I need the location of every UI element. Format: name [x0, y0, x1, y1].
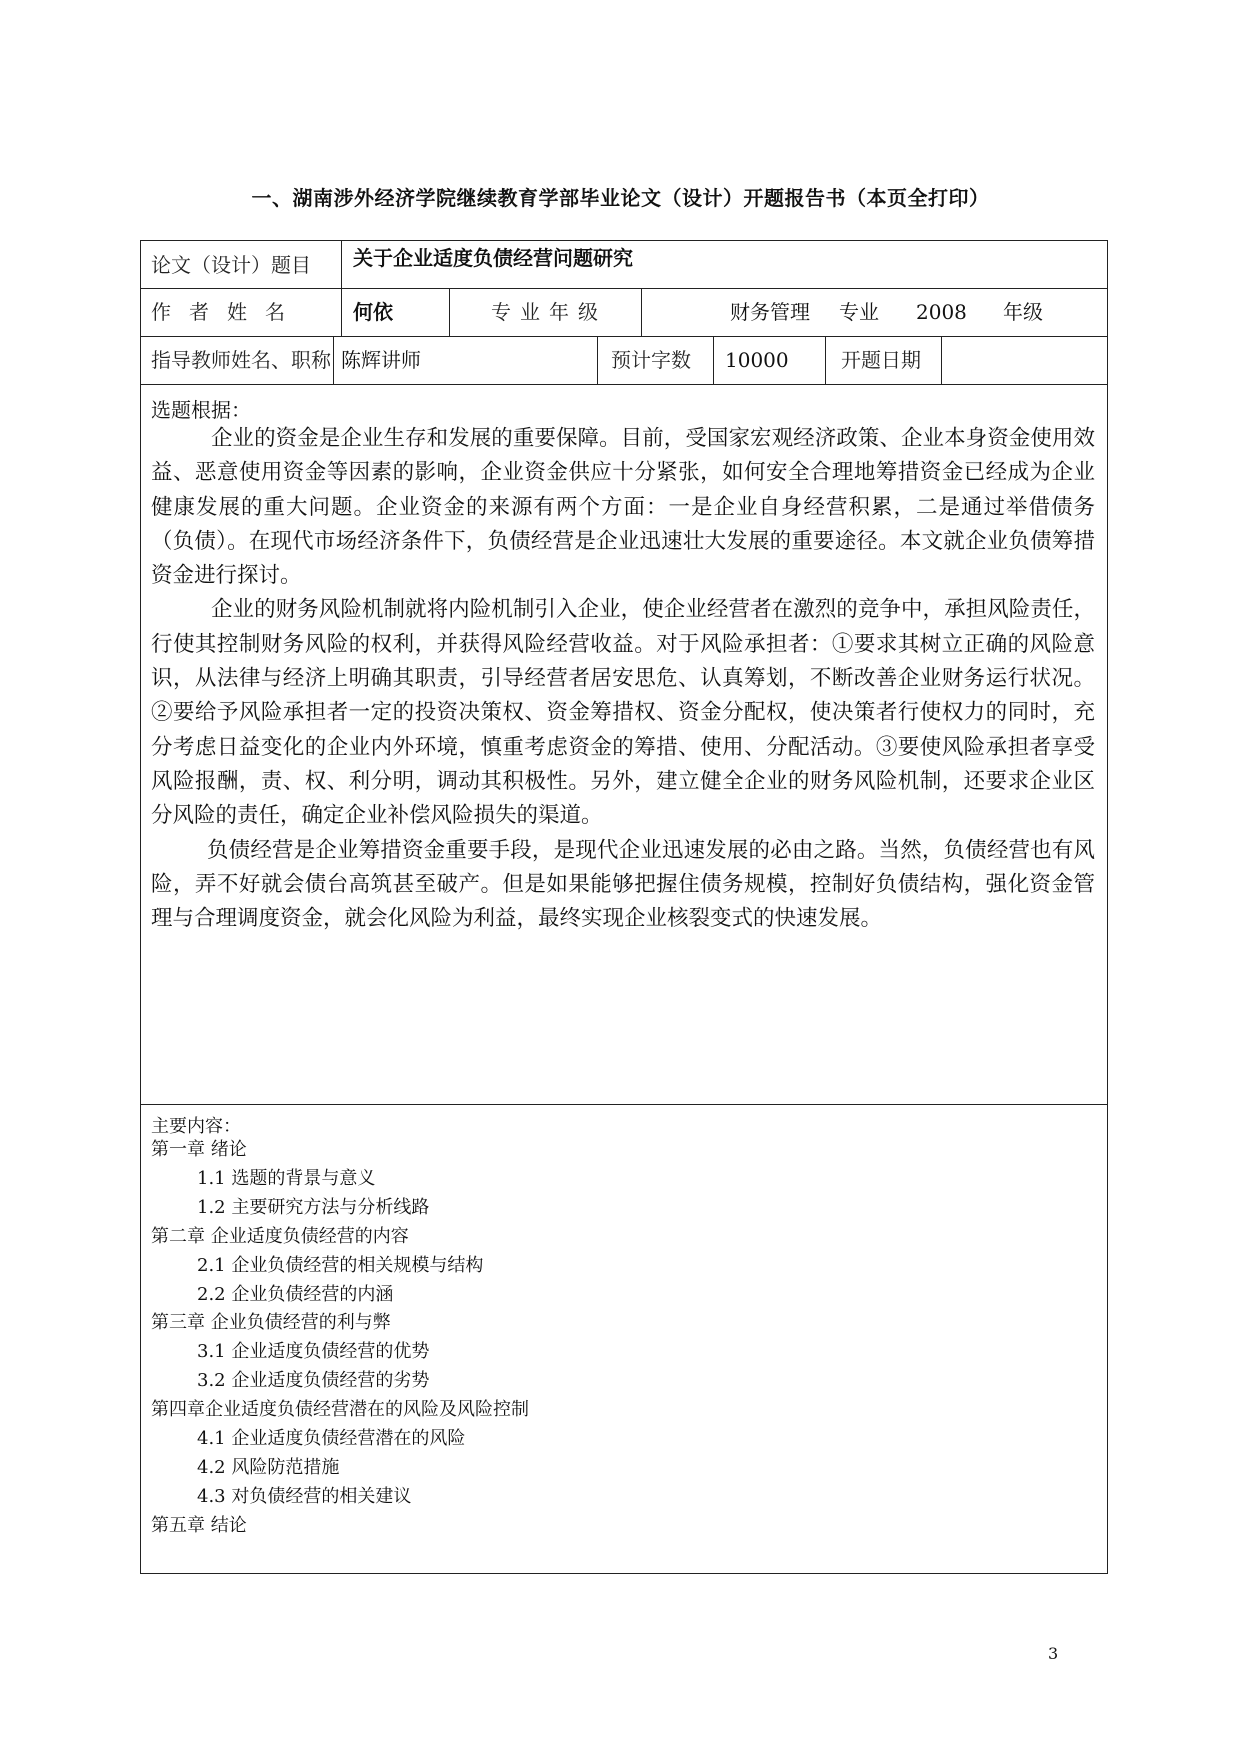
thesis-title-label: 论文（设计）题目: [151, 253, 311, 277]
col-divider: [941, 336, 942, 384]
page-title: 一、湖南涉外经济学院继续教育学部毕业论文（设计）开题报告书（本页全打印）: [251, 186, 990, 210]
outline-subsection: 2.2 企业负债经营的内涵: [197, 1283, 394, 1305]
row-divider: [141, 336, 1107, 337]
col-divider: [341, 288, 342, 336]
col-divider: [713, 336, 714, 384]
main-content-heading: 主要内容：: [151, 1116, 241, 1137]
outline-chapter: 第三章 企业负债经营的利与弊: [151, 1312, 391, 1334]
outline-chapter: 第一章 绪论: [151, 1139, 247, 1160]
topic-basis-section: [141, 384, 1107, 1104]
page-number: 3: [1048, 1644, 1059, 1663]
grade-suffix: 年级: [1003, 300, 1043, 324]
major-value: 财务管理: [730, 300, 810, 324]
author-value: 何依: [353, 300, 393, 324]
advisor-value: 陈辉讲师: [341, 348, 421, 372]
col-divider: [641, 288, 642, 336]
word-count-label: 预计字数: [611, 348, 691, 372]
major-grade-label: 专业年级: [491, 300, 607, 324]
word-count-value: 10000: [725, 348, 789, 372]
outline-subsection: 4.2 风险防范措施: [197, 1456, 340, 1478]
outline-subsection: 2.1 企业负债经营的相关规模与结构: [197, 1254, 484, 1276]
outline-chapter: 第四章企业适度负债经营潜在的风险及风险控制: [151, 1399, 529, 1421]
author-label: 作者姓名: [151, 300, 303, 324]
outline-chapter: 第二章 企业适度负债经营的内容: [151, 1225, 409, 1247]
col-divider: [825, 336, 826, 384]
col-divider: [341, 241, 342, 288]
topic-basis-heading: 选题根据：: [151, 398, 251, 422]
outline-subsection: 1.2 主要研究方法与分析线路: [197, 1196, 430, 1218]
proposal-form-table: [140, 240, 1108, 1574]
grade-value: 2008: [916, 300, 967, 324]
outline-subsection: 4.3 对负债经营的相关建议: [197, 1485, 412, 1507]
main-content-section: [141, 1104, 1107, 1574]
chapter-outline: [151, 1136, 1095, 1541]
row-divider: [141, 288, 1107, 289]
outline-subsection: 1.1 选题的背景与意义: [197, 1167, 376, 1189]
outline-subsection: 3.1 企业适度负债经营的优势: [197, 1341, 430, 1363]
col-divider: [449, 288, 450, 336]
topic-basis-body: [151, 422, 1095, 936]
col-divider: [333, 336, 334, 384]
outline-chapter: 第五章 结论: [151, 1514, 247, 1536]
outline-subsection: 4.1 企业适度负债经营潜在的风险: [197, 1428, 466, 1450]
thesis-title-value: 关于企业适度负债经营问题研究: [353, 246, 633, 270]
advisor-label: 指导教师姓名、职称: [151, 348, 331, 372]
col-divider: [597, 336, 598, 384]
basis-paragraph: 负债经营是企业筹措资金重要手段，是现代企业迅速发展的必由之路。当然，负债经营也有风险，弄不好就会债台高筑甚至破产。但是如果能够把握住债务规模，控制好负债结构，强化资金管理与合理调度资金，就会化风险为利益，最终实现企业核裂变式的快速发展。: [151, 837, 1095, 932]
basis-paragraph: 企业的财务风险机制就将内险机制引入企业，使企业经营者在激烈的竞争中，承担风险责任，行使其控制财务风险的权利，并获得风险经营收益。对于风险承担者：①要求其树立正确的风险意识，从法律与经济上明确其职责，引导经营者居安思危、认真筹划，不断改善企业财务运行状况。②要给予风险承担者一定的投资决策权、资金筹措权、资金分配权，使决策者行使权力的同时，充分考虑日益变化的企业内外环境，慎重考虑资金的筹措、使用、分配活动。③要使风险承担者享受风险报酬，责、权、利分明，调动其积极性。另外，建立健全企业的财务风险机制，还要求企业区分风险的责任，确定企业补偿风险损失的渠道。: [151, 597, 1095, 829]
basis-paragraph: 企业的资金是企业生存和发展的重要保障。目前，受国家宏观经济政策、企业本身资金使用效益、恶意使用资金等因素的影响，企业资金供应十分紧张，如何安全合理地筹措资金已经成为企业健康发展的重大问题。企业资金的来源有两个方面：一是企业自身经营积累，二是通过举借债务（负债）。在现代市场经济条件下，负债经营是企业迅速壮大发展的重要途径。本文就企业负债筹措资金进行探讨。: [151, 426, 1095, 589]
major-suffix: 专业: [839, 300, 879, 324]
outline-subsection: 3.2 企业适度负债经营的劣势: [197, 1370, 430, 1392]
start-date-label: 开题日期: [841, 348, 921, 372]
